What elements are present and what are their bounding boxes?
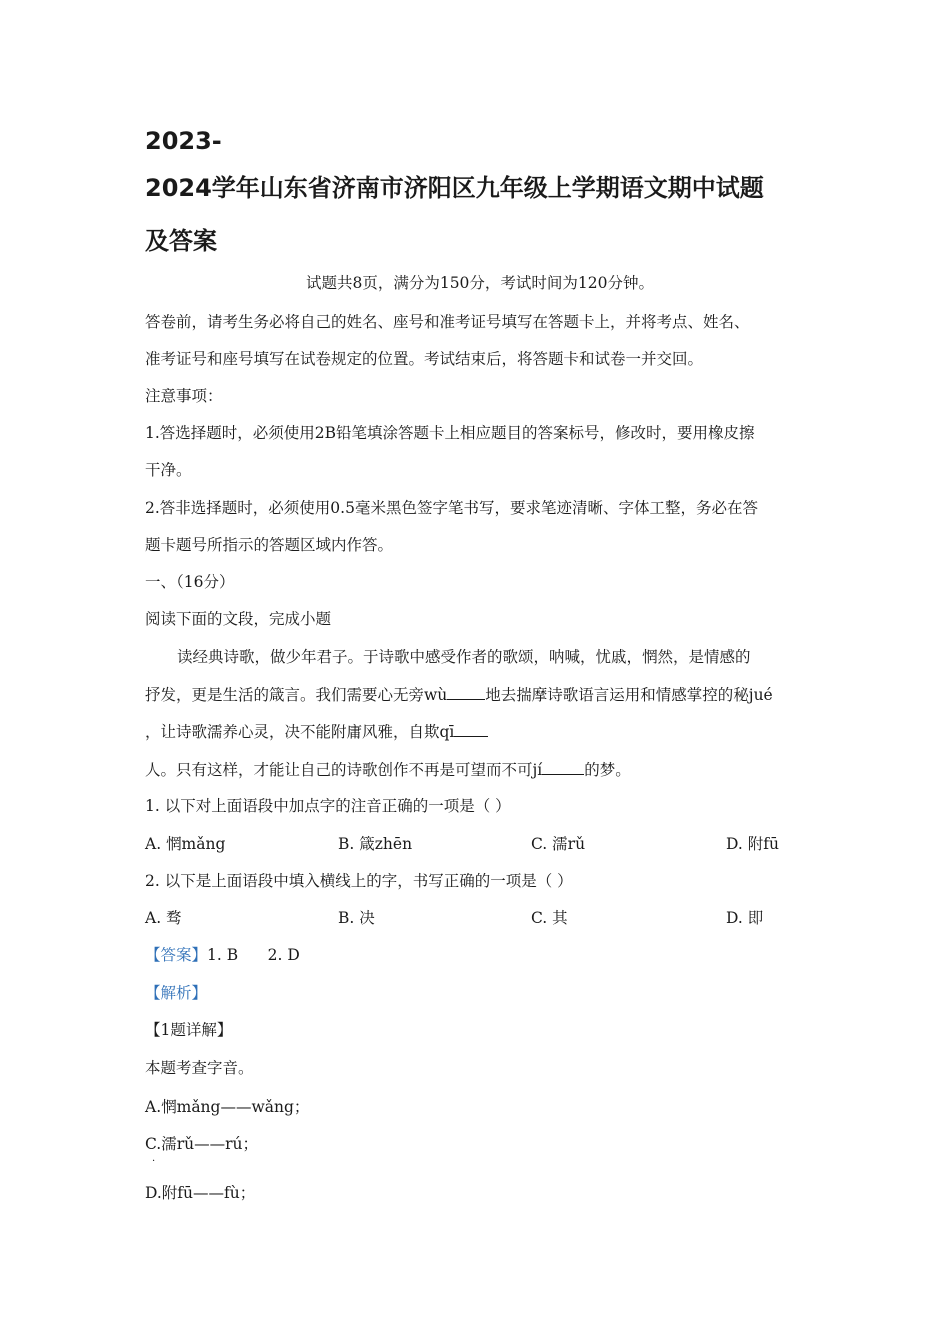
- passage-text: 地去揣摩诗歌语言运用和情感掌控的秘jué: [485, 686, 773, 704]
- passage-line: [145, 758, 631, 781]
- passage-line: 读经典诗歌，做少年君子。于诗歌中感受作者的歌颂，呐喊，忧戚，惘然，是情感的: [177, 648, 751, 666]
- notes-heading: 注意事项：: [145, 387, 223, 405]
- correction-line: C.濡rǔ——rú；: [145, 1135, 259, 1153]
- passage-text: 抒发，更是生活的箴言。我们需要心无旁wù: [145, 686, 448, 704]
- answer-text: 1. B 2. D: [207, 946, 300, 964]
- passage-text: 的梦。: [584, 761, 631, 779]
- section-prompt: 阅读下面的文段，完成小题: [145, 610, 332, 628]
- note-line: 1.答选择题时，必须使用2B铅笔填涂答题卡上相应题目的答案标号，修改时，要用橡皮擦: [145, 424, 755, 442]
- instruction-line: 答卷前，请考生务必将自己的姓名、座号和准考证号填写在答题卡上，并将考点、姓名、: [145, 313, 750, 331]
- passage-line: [145, 720, 488, 743]
- detail-label: 【1题详解】: [145, 1021, 233, 1039]
- correction-line: D.附fū——fù；: [145, 1184, 256, 1202]
- answer-line: [145, 944, 300, 966]
- q1-option-a: A. 惘mǎng: [145, 835, 226, 853]
- q2-option-c: C. 其: [531, 909, 568, 927]
- question-1-stem: 1. 以下对上面语段中加点字的注音正确的一项是（ ）: [145, 797, 511, 815]
- question-2-stem: 2. 以下是上面语段中填入横线上的字，书写正确的一项是（ ）: [145, 872, 573, 890]
- doc-title-line-3: 及答案: [145, 227, 217, 255]
- q1-option-d: D. 附fū: [726, 835, 779, 853]
- doc-title-line-2: 2024学年山东省济南市济阳区九年级上学期语文期中试题: [145, 174, 764, 202]
- detail-intro: 本题考查字音。: [145, 1059, 254, 1077]
- passage-line: [145, 683, 773, 706]
- exam-info: 试题共8页，满分为150分，考试时间为120分钟。: [305, 274, 655, 292]
- doc-title-line-1: 2023-: [145, 127, 222, 155]
- instruction-line: 准考证号和座号填写在试卷规定的位置。考试结束后，将答题卡和试卷一并交回。: [145, 350, 704, 368]
- passage-text: 人。只有这样，才能让自己的诗歌创作不再是可望而不可jí: [145, 761, 543, 779]
- q1-option-c: C. 濡rǔ: [531, 835, 586, 853]
- analysis-label: 【解析】: [145, 984, 208, 1002]
- fill-blank: [542, 758, 584, 775]
- section-heading: 一、（16分）: [145, 573, 235, 591]
- fill-blank: [454, 720, 488, 737]
- note-line: 2.答非选择题时，必须使用0.5毫米黑色签字笔书写，要求笔迹清晰、字体工整，务必在答: [145, 499, 758, 517]
- note-line: 题卡题号所指示的答题区域内作答。: [145, 536, 394, 554]
- note-line: 干净。: [145, 461, 192, 479]
- answer-label: 【答案】: [145, 946, 208, 964]
- q2-option-b: B. 决: [338, 909, 375, 927]
- correction-line: A.惘mǎng——wǎng；: [145, 1098, 310, 1116]
- emphasis-dot: ·: [152, 1156, 156, 1167]
- passage-text: ，让诗歌濡养心灵，决不能附庸风雅，自欺qī: [145, 723, 455, 741]
- fill-blank: [447, 683, 485, 700]
- q1-option-b: B. 箴zhēn: [338, 835, 413, 853]
- q2-option-d: D. 即: [726, 909, 764, 927]
- q2-option-a: A. 骛: [145, 909, 182, 927]
